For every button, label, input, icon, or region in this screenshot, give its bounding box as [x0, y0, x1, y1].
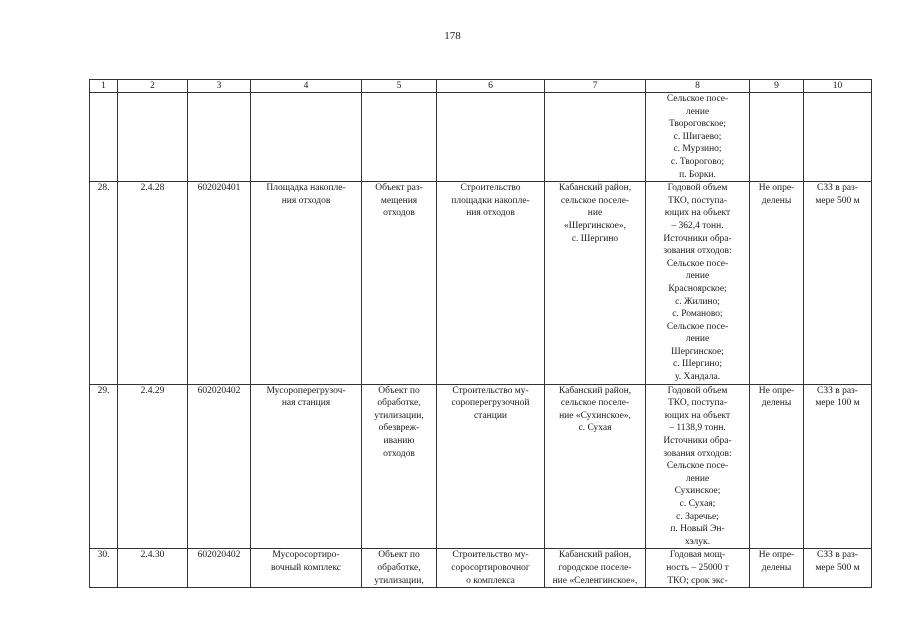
row-number: 29.	[90, 384, 118, 549]
row-code: 2.4.28	[118, 182, 188, 385]
page-number: 178	[444, 30, 461, 42]
parameters-cell: Годовая мощ- ность – 25000 т ТКО; срок экс-	[646, 549, 750, 588]
column-header: 3	[188, 80, 251, 93]
location: Кабанский район, сельское поселе- ние «Сухинское», с. Сухая	[545, 384, 646, 549]
row-id: 602020402	[188, 549, 251, 588]
object-type: Объект по обработке, утилизации, обезвреж- иванию отходов	[362, 384, 437, 549]
column-header: 9	[750, 80, 804, 93]
table-row	[90, 549, 872, 588]
location: Кабанский район, сельское поселе- ние «Шергинское», с. Шергино	[545, 182, 646, 385]
table-row	[90, 182, 872, 385]
row-id: 602020401	[188, 182, 251, 385]
row-code: 2.4.29	[118, 384, 188, 549]
parameters-cell: Годовой объем ТКО, поступа- ющих на объект – 362,4 тонн. Источники обра- зования отходов: Сельское посе- ление Красноярское; с. Жилино; с. Романово; Сельское посе- ление Шергинское; с. Шергино; у. Хандала.	[646, 182, 750, 385]
parameters-cell: Годовой объем ТКО, поступа- ющих на объект – 1138,9 тонн. Источники обра- зования отходов: Сельское посе- ление Сухинское; с. Сухая; с. Заречье; п. Новый Эн- хэлук.	[646, 384, 750, 549]
szz-cell: СЗЗ в раз- мере 500 м	[804, 182, 872, 385]
object-type: Объект по обработке, утилизации,	[362, 549, 437, 588]
object-type: Объект раз- мещения отходов	[362, 182, 437, 385]
row-code: 2.4.30	[118, 549, 188, 588]
activity: Строительство площадки накопле- ния отходов	[437, 182, 545, 385]
object-name: Площадка накопле- ния отходов	[251, 182, 362, 385]
object-name: Мусороперегрузоч- ная станция	[251, 384, 362, 549]
activity: Строительство му- сороперегрузочной станции	[437, 384, 545, 549]
szz-cell: СЗЗ в раз- мере 100 м	[804, 384, 872, 549]
table-row-continuation	[90, 93, 872, 182]
column-header: 4	[251, 80, 362, 93]
column-header: 8	[646, 80, 750, 93]
column-header: 2	[118, 80, 188, 93]
column-header: 7	[545, 80, 646, 93]
zones-cell: Не опре- делены	[750, 182, 804, 385]
objects-table	[89, 79, 872, 588]
zones-cell: Не опре- делены	[750, 384, 804, 549]
parameters-cell: Сельское посе- ление Твороговское; с. Шигаево; с. Мурзино; с. Творогово; п. Борки.	[646, 93, 750, 182]
column-header: 1	[90, 80, 118, 93]
location: Кабанский район, городское поселе- ние «Селенгинское»,	[545, 549, 646, 588]
zones-cell: Не опре- делены	[750, 549, 804, 588]
row-id: 602020402	[188, 384, 251, 549]
row-number: 28.	[90, 182, 118, 385]
column-header: 5	[362, 80, 437, 93]
szz-cell: СЗЗ в раз- мере 500 м	[804, 549, 872, 588]
column-header: 6	[437, 80, 545, 93]
activity: Строительство му- соросортировочног о комплекса	[437, 549, 545, 588]
table-row	[90, 384, 872, 549]
row-number: 30.	[90, 549, 118, 588]
object-name: Мусоросортиро- вочный комплекс	[251, 549, 362, 588]
column-header: 10	[804, 80, 872, 93]
header-row	[90, 80, 872, 93]
